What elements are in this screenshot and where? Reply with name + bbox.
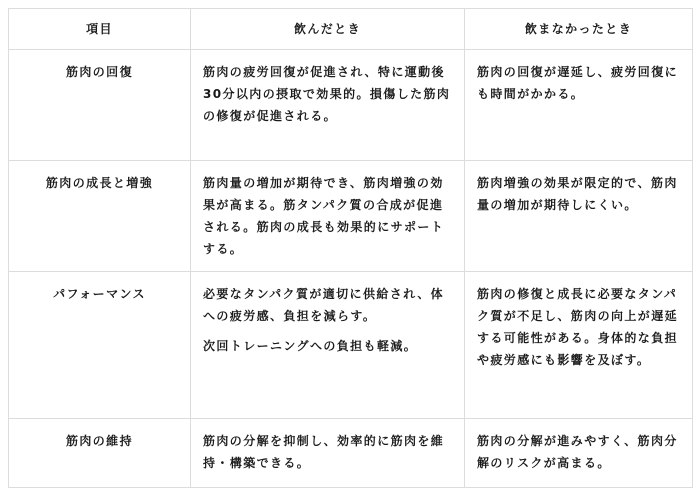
- cell-text: 次回トレーニングへの負担も軽減。: [203, 339, 418, 353]
- row-drank-cell: [191, 272, 465, 419]
- table-header-row: [9, 9, 693, 50]
- cell-text: 筋肉の分解を抑制し、効率的に筋肉を維持・構築できる。: [203, 434, 445, 470]
- cell-text: 筋肉量の増加が期待でき、筋肉増強の効果が高まる。筋タンパク質の合成が促進される。筋肉の成長も効果的にサポートする。: [203, 176, 445, 256]
- table-row: [9, 161, 693, 272]
- comparison-table-container: [8, 8, 692, 488]
- cell-text: 筋肉の回復が遅延し、疲労回復にも時間がかかる。: [477, 65, 679, 101]
- row-item-label: 筋肉の維持: [9, 419, 191, 488]
- row-item-label: パフォーマンス: [9, 272, 191, 419]
- row-not-drank-cell: [465, 272, 693, 419]
- cell-text: 筋肉の修復と成長に必要なタンパク質が不足し、筋肉の向上が遅延する可能性がある。身体的な負担や疲労感にも影響を及ぼす。: [477, 287, 679, 367]
- row-drank-cell: [191, 50, 465, 161]
- table-row: [9, 272, 693, 419]
- header-drank: 飲んだとき: [191, 9, 465, 50]
- row-not-drank-cell: [465, 161, 693, 272]
- cell-text: 筋肉の分解が進みやすく、筋肉分解のリスクが高まる。: [477, 434, 678, 470]
- cell-text: 必要なタンパク質が適切に供給され、体への疲労感、負担を減らす。: [203, 287, 445, 323]
- cell-text: 筋肉の疲労回復が促進され、特に運動後30分以内の摂取で効果的。損傷した筋肉の修復が促進される。: [203, 65, 451, 123]
- cell-text: 筋肉増強の効果が限定的で、筋肉量の増加が期待しにくい。: [477, 176, 678, 212]
- row-not-drank-cell: [465, 419, 693, 488]
- table-row: [9, 419, 693, 488]
- row-item-label: 筋肉の成長と増強: [9, 161, 191, 272]
- row-not-drank-cell: [465, 50, 693, 161]
- comparison-table: [8, 8, 693, 488]
- header-not-drank: 飲まなかったとき: [465, 9, 693, 50]
- table-row: [9, 50, 693, 161]
- header-item: 項目: [9, 9, 191, 50]
- row-drank-cell: [191, 419, 465, 488]
- row-drank-cell: [191, 161, 465, 272]
- row-item-label: 筋肉の回復: [9, 50, 191, 161]
